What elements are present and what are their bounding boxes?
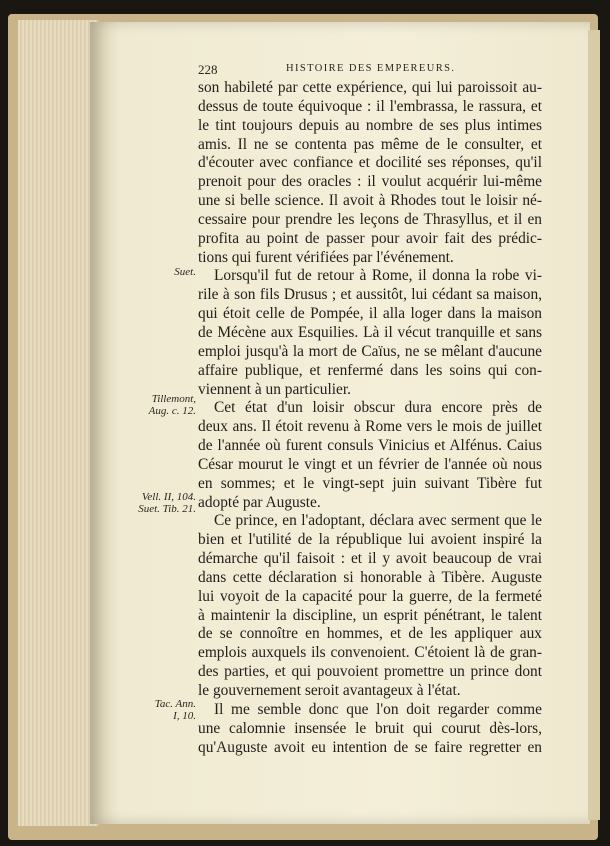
- text-line: cessaire pour prendre les leçons de Thrasyllus, et il en: [198, 210, 542, 228]
- text-line: d'écouter avec confiance et docilité ses réponses, qu'il: [198, 154, 542, 172]
- text-line: de se connoître en hommes, et de les appliquer aux: [198, 625, 542, 643]
- text-line: tions qui furent vérifiées par l'événement.: [198, 248, 454, 266]
- text-line: de l'année où furent consuls Vinicius et Alfénus. Caius: [198, 437, 542, 455]
- text-line: de Mécène aux Esquilies. Là il vécut tranquille et sans: [198, 323, 542, 341]
- text-line: Lorsqu'il fut de retour à Rome, il donna la robe vi-: [214, 267, 542, 285]
- text-line: une calomnie insensée le bruit qui courut dès-lors,: [198, 719, 542, 737]
- margin-note: Vell. II, 104. Suet. Tib. 21.: [138, 491, 196, 515]
- text-line: César mourut le vingt et un février de l'année où nous: [198, 455, 542, 473]
- text-line: le tint toujours depuis au nombre de ses plus intimes: [198, 116, 542, 134]
- text-line: qu'Auguste avoit eu intention de se faire regretter en: [198, 738, 542, 756]
- text-line: rile à son fils Drusus ; et aussitôt, lui cédant sa maison,: [198, 286, 542, 304]
- running-title: HISTOIRE DES EMPEREURS.: [286, 63, 456, 74]
- text-line: à maintenir la discipline, un esprit pénétrant, le talent: [198, 606, 542, 624]
- text-line: le gouvernement seroit avantageux à l'état.: [198, 682, 461, 699]
- text-line: dessus de toute équivoque : il l'embrassa, le rassura, et: [198, 97, 542, 115]
- text-line: emploi jusqu'à la mort de Caïus, ne se mêlant d'aucune: [198, 342, 542, 360]
- text-line: prenoit pour des oracles : il voulut acquérir lui-même: [198, 173, 542, 191]
- text-line: démarche qu'il faisoit : et il y avoit beaucoup de vrai: [198, 550, 542, 568]
- text-line: une si belle science. Il avoit à Rhodes tout le loisir né-: [198, 192, 542, 210]
- text-line: Cet état d'un loisir obscur dura encore près de: [214, 399, 542, 417]
- margin-note: Suet.: [174, 266, 196, 278]
- text-line: lui voyoit de la capacité pour la guerre, de la fermeté: [198, 587, 542, 605]
- body-text: [198, 79, 542, 757]
- text-line: des parties, et qui pouvoient promettre un prince dont: [198, 663, 542, 681]
- text-line: Ce prince, en l'adoptant, déclara avec serment que le: [214, 512, 542, 530]
- text-line: dans cette déclaration si honorable à Tibère. Auguste: [198, 568, 542, 586]
- text-line: viennent à un particulier.: [198, 380, 351, 398]
- text-line: deux ans. Il étoit revenu à Rome vers le mois de juillet: [198, 418, 542, 436]
- margin-note: Tillemont, Aug. c. 12.: [148, 393, 196, 417]
- text-line: adopté par Auguste.: [198, 493, 321, 511]
- text-line: en sommes; et le vingt-sept juin suivant Tibère fut: [198, 474, 542, 492]
- text-line: affaire publique, et renfermé dans les soins qui con-: [198, 361, 542, 379]
- text-line: Il me semble donc que l'on doit regarder comme: [214, 700, 542, 718]
- page-edges: [18, 20, 98, 826]
- page-right-edge: [588, 30, 600, 820]
- text-line: bien et l'utilité de la république lui avoient inspiré la: [198, 531, 542, 549]
- text-line: profita au point de passer pour avoir fait des prédic-: [198, 229, 542, 247]
- text-line: qui étoit celle de Pompée, il alla loger dans la maison: [198, 305, 542, 323]
- text-line: amis. Il ne se contenta pas même de le consulter, et: [198, 135, 542, 153]
- text-line: emplois auxquels ils convenoient. C'étoient là de gran-: [198, 644, 542, 662]
- running-head: [198, 62, 542, 78]
- page-number: 228: [198, 62, 218, 77]
- text-line: son habileté par cette expérience, qui lui paroissoit au-: [198, 79, 542, 96]
- margin-note: Tac. Ann. I, 10.: [154, 698, 196, 722]
